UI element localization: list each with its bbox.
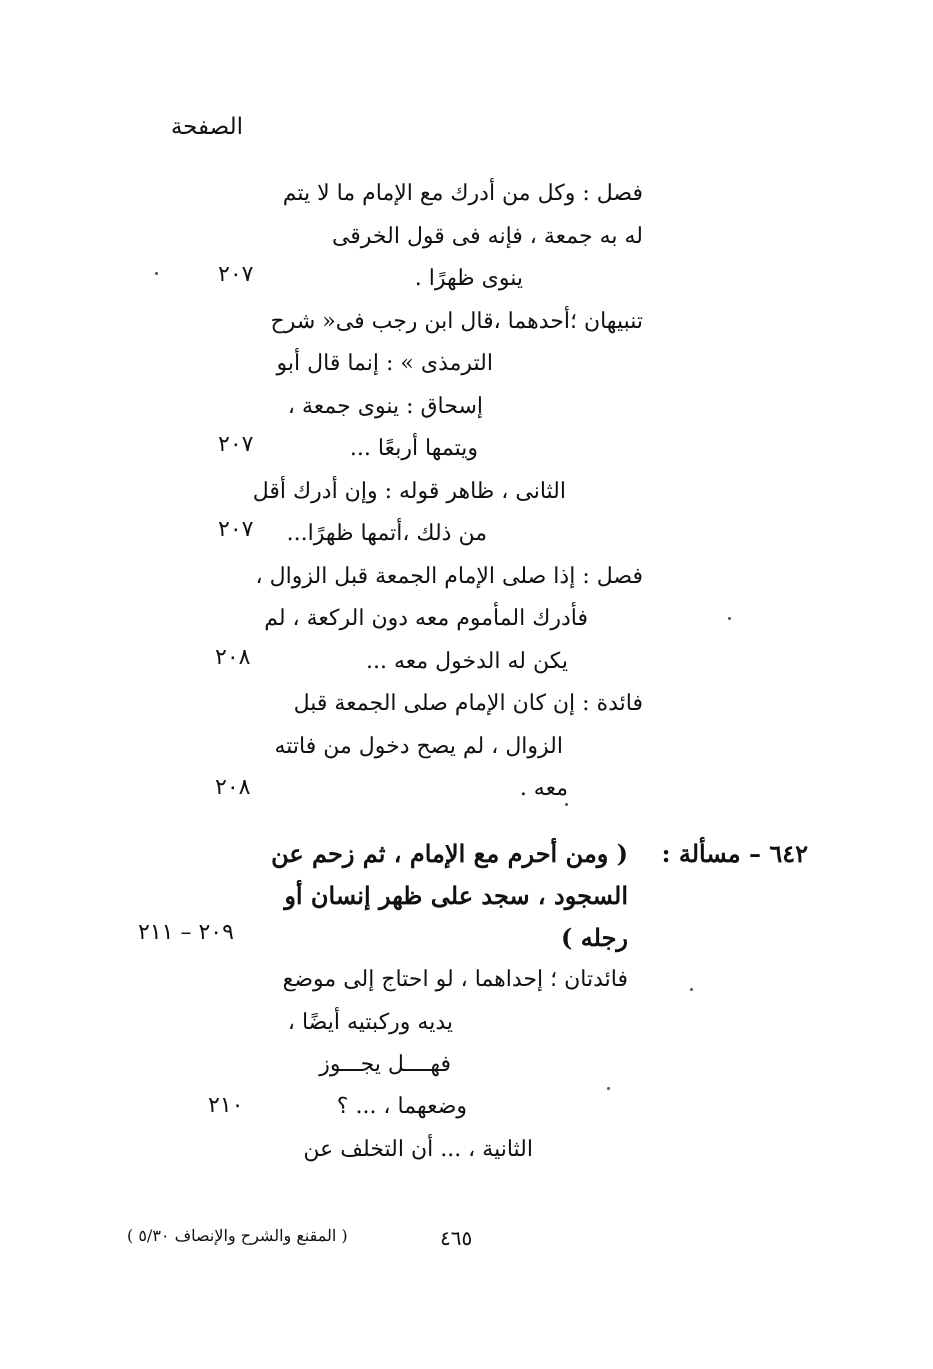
entry-line: يديه وركبتيه أيضًا ، [287,1010,453,1035]
entry-line: ويتمها أربعًا ... [349,436,478,461]
page-number: ٢٠٧ [218,262,254,287]
page-number: ٢٠٧ [218,432,254,457]
entry-line: فائدتان ؛ إحداهما ، لو احتاج إلى موضع [282,967,628,992]
issue-line: رجله ) [561,923,628,952]
page-range: ٢٠٩ – ٢١١ [138,920,234,945]
entry-line: فصل : إذا صلى الإمام الجمعة قبل الزوال ، [255,564,643,589]
entry-line: تنبيهان ؛أحدهما ،قال ابن رجب فى« شرح [270,309,643,334]
page-number: ٢١٠ [208,1093,244,1118]
entry-line: فصل : وكل من أدرك مع الإمام ما لا يتم [282,181,643,206]
page-footer-number: ٤٦٥ [440,1226,473,1250]
column-heading: الصفحة [170,114,243,140]
entry-line: الترمذى » : إنما قال أبو [276,351,493,376]
entry-line: الزوال ، لم يصح دخول من فاتته [274,734,563,759]
entry-line: إسحاق : ينوى جمعة ، [287,394,483,419]
entry-line: الثانى ، ظاهر قوله : وإن أدرك أقل [252,479,566,504]
entry-line: فهــــل يجـــوز [319,1052,451,1077]
issue-number: ٦٤٢ – مسألة : [661,839,808,868]
scan-speck [565,803,568,806]
entry-line: وضعهما ، ... ؟ [336,1094,467,1119]
page-number: ٢٠٨ [215,645,251,670]
scan-speck [690,988,693,991]
page-number: ٢٠٧ [218,517,254,542]
issue-line: ( ومن أحرم مع الإمام ، ثم زحم عن [271,839,628,868]
entry-line: ينوى ظهرًا . [414,266,523,291]
entry-line: فائدة : إن كان الإمام صلى الجمعة قبل [293,691,643,716]
entry-line: من ذلك ،أتمها ظهرًا... [286,521,487,546]
entry-line: فأدرك المأموم معه دون الركعة ، لم [264,606,588,631]
scan-speck [607,1087,610,1090]
entry-line: الثانية ، ... أن التخلف عن [303,1137,533,1162]
scan-speck [728,617,731,620]
entry-line: له به جمعة ، فإنه فى قول الخرقى [331,224,643,249]
entry-line: معه . [519,776,568,801]
footer-source: ( المقنع والشرح والإنصاف ٥/٣٠ ) [127,1226,348,1245]
issue-line: السجود ، سجد على ظهر إنسان أو [284,881,628,910]
page-number: ٢٠٨ [215,775,251,800]
scan-speck [155,272,158,275]
entry-line: يكن له الدخول معه ... [366,649,568,674]
